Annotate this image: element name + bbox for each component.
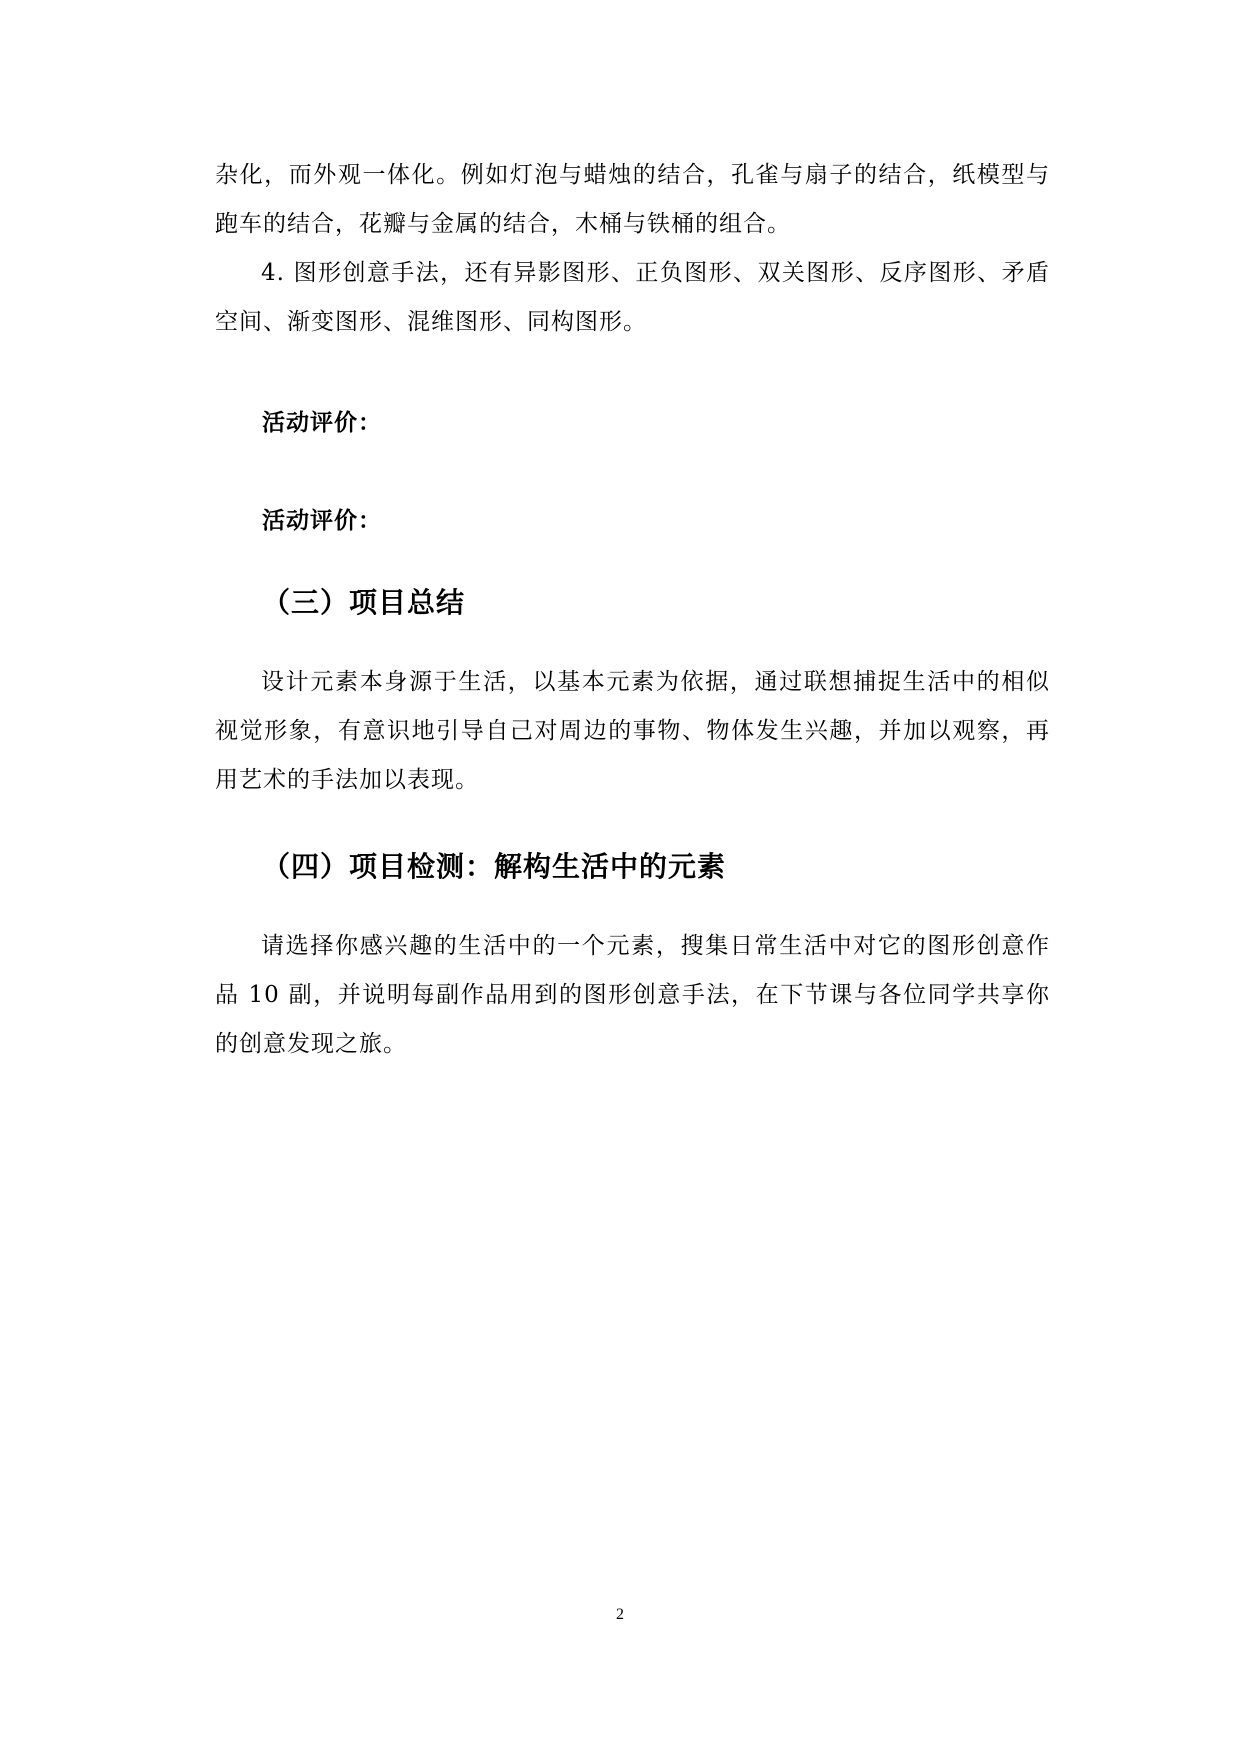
activity-evaluation-label-2: 活动评价：: [262, 508, 382, 534]
paragraph-continuation: 杂化，而外观一体化。例如灯泡与蜡烛的结合，孔雀与扇子的结合，纸模型与跑车的结合，花瓣与金属的结合，木桶与铁桶的组合。: [215, 162, 1050, 237]
section-heading-summary: （三）项目总结: [262, 586, 466, 619]
paragraph-graphic-methods: 4. 图形创意手法，还有异影图形、正负图形、双关图形、反序图形、矛盾空间、渐变图形、混维图形、同构图形。: [215, 260, 1050, 335]
page-number: 2: [616, 1606, 624, 1623]
activity-evaluation-label-1: 活动评价：: [262, 410, 382, 436]
paragraph-assessment: 请选择你感兴趣的生活中的一个元素，搜集日常生活中对它的图形创意作品 10 副，并说明每副作品用到的图形创意手法，在下节课与各位同学共享你的创意发现之旅。: [215, 933, 1050, 1057]
paragraph-summary: 设计元素本身源于生活，以基本元素为依据，通过联想捕捉生活中的相似视觉形象，有意识地引导自己对周边的事物、物体发生兴趣，并加以观察，再用艺术的手法加以表现。: [215, 669, 1050, 793]
section-heading-assessment: （四）项目检测：解构生活中的元素: [262, 850, 727, 883]
